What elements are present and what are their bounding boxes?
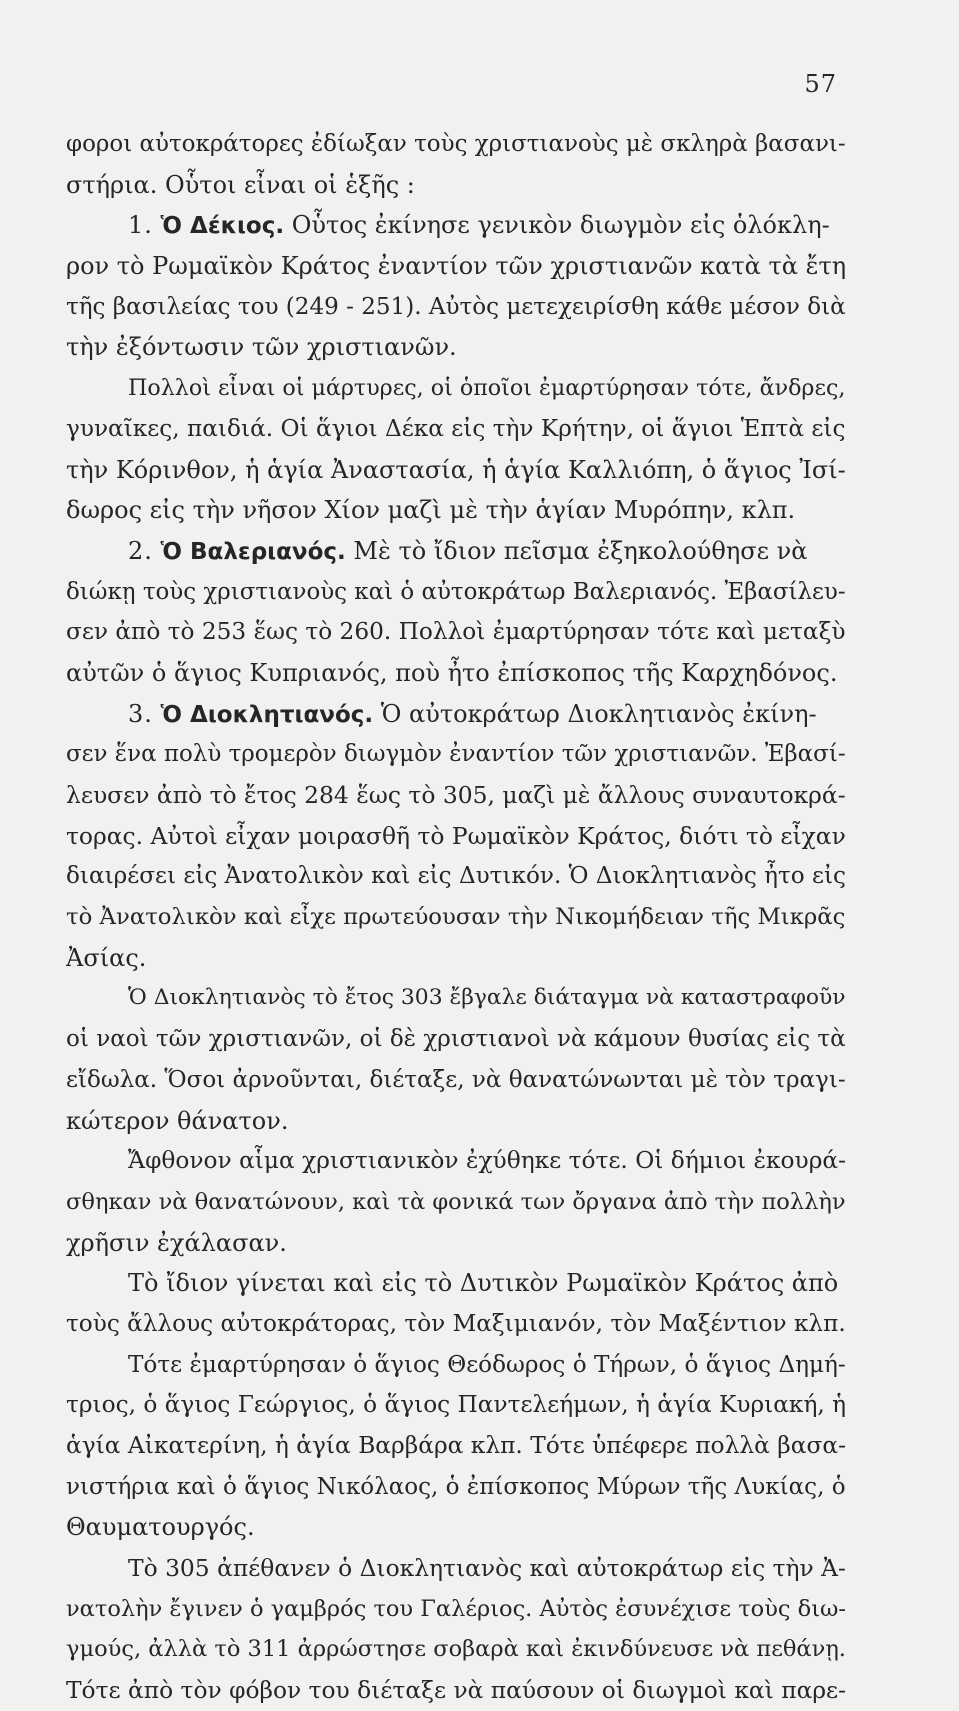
line-text: λευσεν ἀπὸ τὸ ἔτος 284 ἕως τὸ 305, μαζὶ μὲ ἄλλους συναυτοκρά- (66, 781, 846, 809)
text-line (66, 1101, 846, 1142)
line-text: τὸ Ἀνατολικὸν καὶ εἶχε πρωτεύουσαν τὴν Νικομήδειαν τῆς Μικρᾶς (66, 904, 846, 931)
text-line (66, 1060, 846, 1101)
text-line (66, 1141, 846, 1182)
line-text: Ἄφθονον αἷμα χριστιανικὸν ἐχύθηκε τότε. Οἱ δήμιοι ἐκουρά- (128, 1147, 846, 1175)
line-text: φοροι αὐτοκράτορες ἐδίωξαν τοὺς χριστιανοὺς μὲ σκληρὰ βασανι- (66, 131, 846, 157)
line-text: στήρια. Οὗτοι εἶναι οἱ ἑξῆς : (66, 170, 415, 199)
text-line (66, 1345, 846, 1386)
text-line (66, 1019, 846, 1060)
line-text: διώκῃ τοὺς χριστιανοὺς καὶ ὁ αὐτοκράτωρ Βαλεριανός. Ἐβασίλευ- (66, 578, 846, 605)
text-line (66, 612, 846, 653)
line-text: Ὁ αὐτοκράτωρ Διοκλητιανὸς ἐκίνη- (373, 699, 817, 728)
section-heading: Ὁ Βαλεριανός. (160, 538, 346, 565)
line-text: Τότε ἀπὸ τὸν φόβον του διέταξε νὰ παύσουν οἱ διωγμοὶ καὶ παρε- (66, 1676, 846, 1705)
text-line (66, 1467, 846, 1508)
line-text: κώτερον θάνατον. (66, 1106, 289, 1135)
page-text (66, 124, 846, 1711)
line-text: εἴδωλα. Ὅσοι ἀρνοῦνται, διέταξε, νὰ θανατώνωνται μὲ τὸν τραγι- (66, 1066, 846, 1093)
text-line (66, 1426, 846, 1467)
text-line (66, 490, 846, 531)
text-line (66, 450, 846, 491)
line-text: γυναῖκες, παιδιά. Οἱ ἅγιοι Δέκα εἰς τὴν Κρήτην, οἱ ἅγιοι Ἑπτὰ εἰς (66, 414, 846, 442)
line-text: ρον τὸ Ρωμαϊκὸν Κράτος ἐναντίον τῶν χριστιανῶν κατὰ τὰ ἔτη (66, 252, 846, 281)
line-text: διαιρέσει εἰς Ἀνατολικὸν καὶ εἰς Δυτικόν. Ὁ Διοκλητιανὸς ἦτο εἰς (66, 863, 846, 890)
text-line (66, 734, 846, 775)
line-text: Θαυματουργός. (66, 1513, 255, 1542)
text-line (66, 1385, 846, 1426)
text-line (66, 816, 846, 857)
text-line (66, 124, 846, 165)
line-text: αὐτῶν ὁ ἅγιος Κυπριανός, ποὺ ἦτο ἐπίσκοπος τῆς Καρχηδόνος. (66, 658, 838, 687)
text-line (66, 938, 846, 979)
text-line (66, 1589, 846, 1630)
text-line (66, 1548, 846, 1589)
text-line (66, 775, 846, 816)
line-text: δωρος εἰς τὴν νῆσον Χίον μαζὶ μὲ τὴν ἁγίαν Μυρόπην, κλπ. (66, 496, 796, 525)
line-text: τῆς βασιλείας του (249 - 251). Αὐτὸς μετεχειρίσθη κάθε μέσον διὰ (66, 293, 846, 320)
line-text: τοὺς ἄλλους αὐτοκράτορας, τὸν Μαξιμιανόν, τὸν Μαξέντιον κλπ. (66, 1309, 846, 1337)
text-line (66, 1304, 846, 1345)
text-line (66, 246, 846, 287)
section-heading: Ὁ Διοκλητιανός. (160, 701, 374, 728)
text-line (66, 287, 846, 328)
section-number: 1. (128, 211, 153, 240)
text-line (66, 1263, 846, 1304)
text-line (66, 1670, 846, 1711)
line-text: σεν ἕνα πολὺ τρομερὸν διωγμὸν ἐναντίον τῶν χριστιανῶν. Ἐβασί- (66, 741, 846, 768)
section-number: 3. (128, 699, 153, 728)
line-text: Πολλοὶ εἶναι οἱ μάρτυρες, οἱ ὁποῖοι ἐμαρτύρησαν τότε, ἄνδρες, (128, 375, 846, 402)
line-text: τριος, ὁ ἅγιος Γεώργιος, ὁ ἅγιος Παντελεήμων, ἡ ἁγία Κυριακή, ἡ (66, 1391, 846, 1419)
line-text: ἁγία Αἰκατερίνη, ἡ ἁγία Βαρβάρα κλπ. Τότε ὑπέφερε πολλὰ βασα- (66, 1432, 846, 1459)
line-text: Μὲ τὸ ἴδιον πεῖσμα ἐξηκολούθησε νὰ (345, 536, 808, 565)
line-text: νιστήρια καὶ ὁ ἅγιος Νικόλαος, ὁ ἐπίσκοπος Μύρων τῆς Λυκίας, ὁ (66, 1473, 846, 1500)
text-line (66, 368, 846, 409)
text-line (66, 897, 846, 938)
line-text: Ἀσίας. (66, 943, 147, 972)
text-line (66, 572, 846, 613)
section-heading: Ὁ Δέκιος. (160, 213, 285, 240)
line-text: νατολὴν ἔγινεν ὁ γαμβρός του Γαλέριος. Αὐτὸς ἐσυνέχισε τοὺς διω- (66, 1595, 846, 1622)
text-line (66, 856, 846, 897)
line-text: Τὸ ἴδιον γίνεται καὶ εἰς τὸ Δυτικὸν Ρωμαϊκὸν Κράτος ἀπὸ (128, 1269, 839, 1298)
line-text: Οὗτος ἐκίνησε γενικὸν διωγμὸν εἰς ὁλόκλη- (284, 211, 830, 240)
text-line (66, 694, 846, 735)
line-text: τὴν Κόρινθον, ἡ ἁγία Ἀναστασία, ἡ ἁγία Καλλιόπη, ὁ ἅγιος Ἰσί- (66, 455, 846, 484)
text-line (66, 1507, 846, 1548)
text-line (66, 1223, 846, 1264)
line-text: τὴν ἐξόντωσιν τῶν χριστιανῶν. (66, 333, 457, 362)
line-text: χρῆσιν ἐχάλασαν. (66, 1228, 287, 1257)
line-text: οἱ ναοὶ τῶν χριστιανῶν, οἱ δὲ χριστιανοὶ νὰ κάμουν θυσίας εἰς τὰ (66, 1026, 846, 1053)
line-text: Ὁ Διοκλητιανὸς τὸ ἔτος 303 ἔβγαλε διάταγμα νὰ καταστραφοῦν (128, 985, 846, 1011)
text-line (66, 653, 846, 694)
text-line (66, 327, 846, 368)
text-line (66, 1182, 846, 1223)
text-line (66, 165, 846, 206)
line-text: Τότε ἐμαρτύρησαν ὁ ἅγιος Θεόδωρος ὁ Τήρων, ὁ ἅγιος Δημή- (128, 1351, 846, 1378)
text-line (66, 409, 846, 450)
line-text: σεν ἀπὸ τὸ 253 ἕως τὸ 260. Πολλοὶ ἐμαρτύρησαν τότε καὶ μεταξὺ (66, 618, 846, 646)
line-text: σθηκαν νὰ θανατώνουν, καὶ τὰ φονικά των ὄργανα ἀπὸ τὴν πολλὴν (66, 1188, 846, 1215)
text-line (66, 531, 846, 572)
line-text: γμούς, ἀλλὰ τὸ 311 ἀρρώστησε σοβαρὰ καὶ ἐκινδύνευσε νὰ πεθάνῃ. (66, 1636, 846, 1663)
text-line (66, 978, 846, 1019)
line-text: Τὸ 305 ἀπέθανεν ὁ Διοκλητιανὸς καὶ αὐτοκράτωρ εἰς τὴν Ἀ- (128, 1554, 846, 1583)
text-line (66, 1629, 846, 1670)
text-line (66, 205, 846, 246)
section-number: 2. (128, 536, 153, 565)
line-text: τορας. Αὐτοὶ εἶχαν μοιρασθῆ τὸ Ρωμαϊκὸν Κράτος, διότι τὸ εἶχαν (66, 821, 846, 850)
page-number: 57 (804, 70, 837, 98)
